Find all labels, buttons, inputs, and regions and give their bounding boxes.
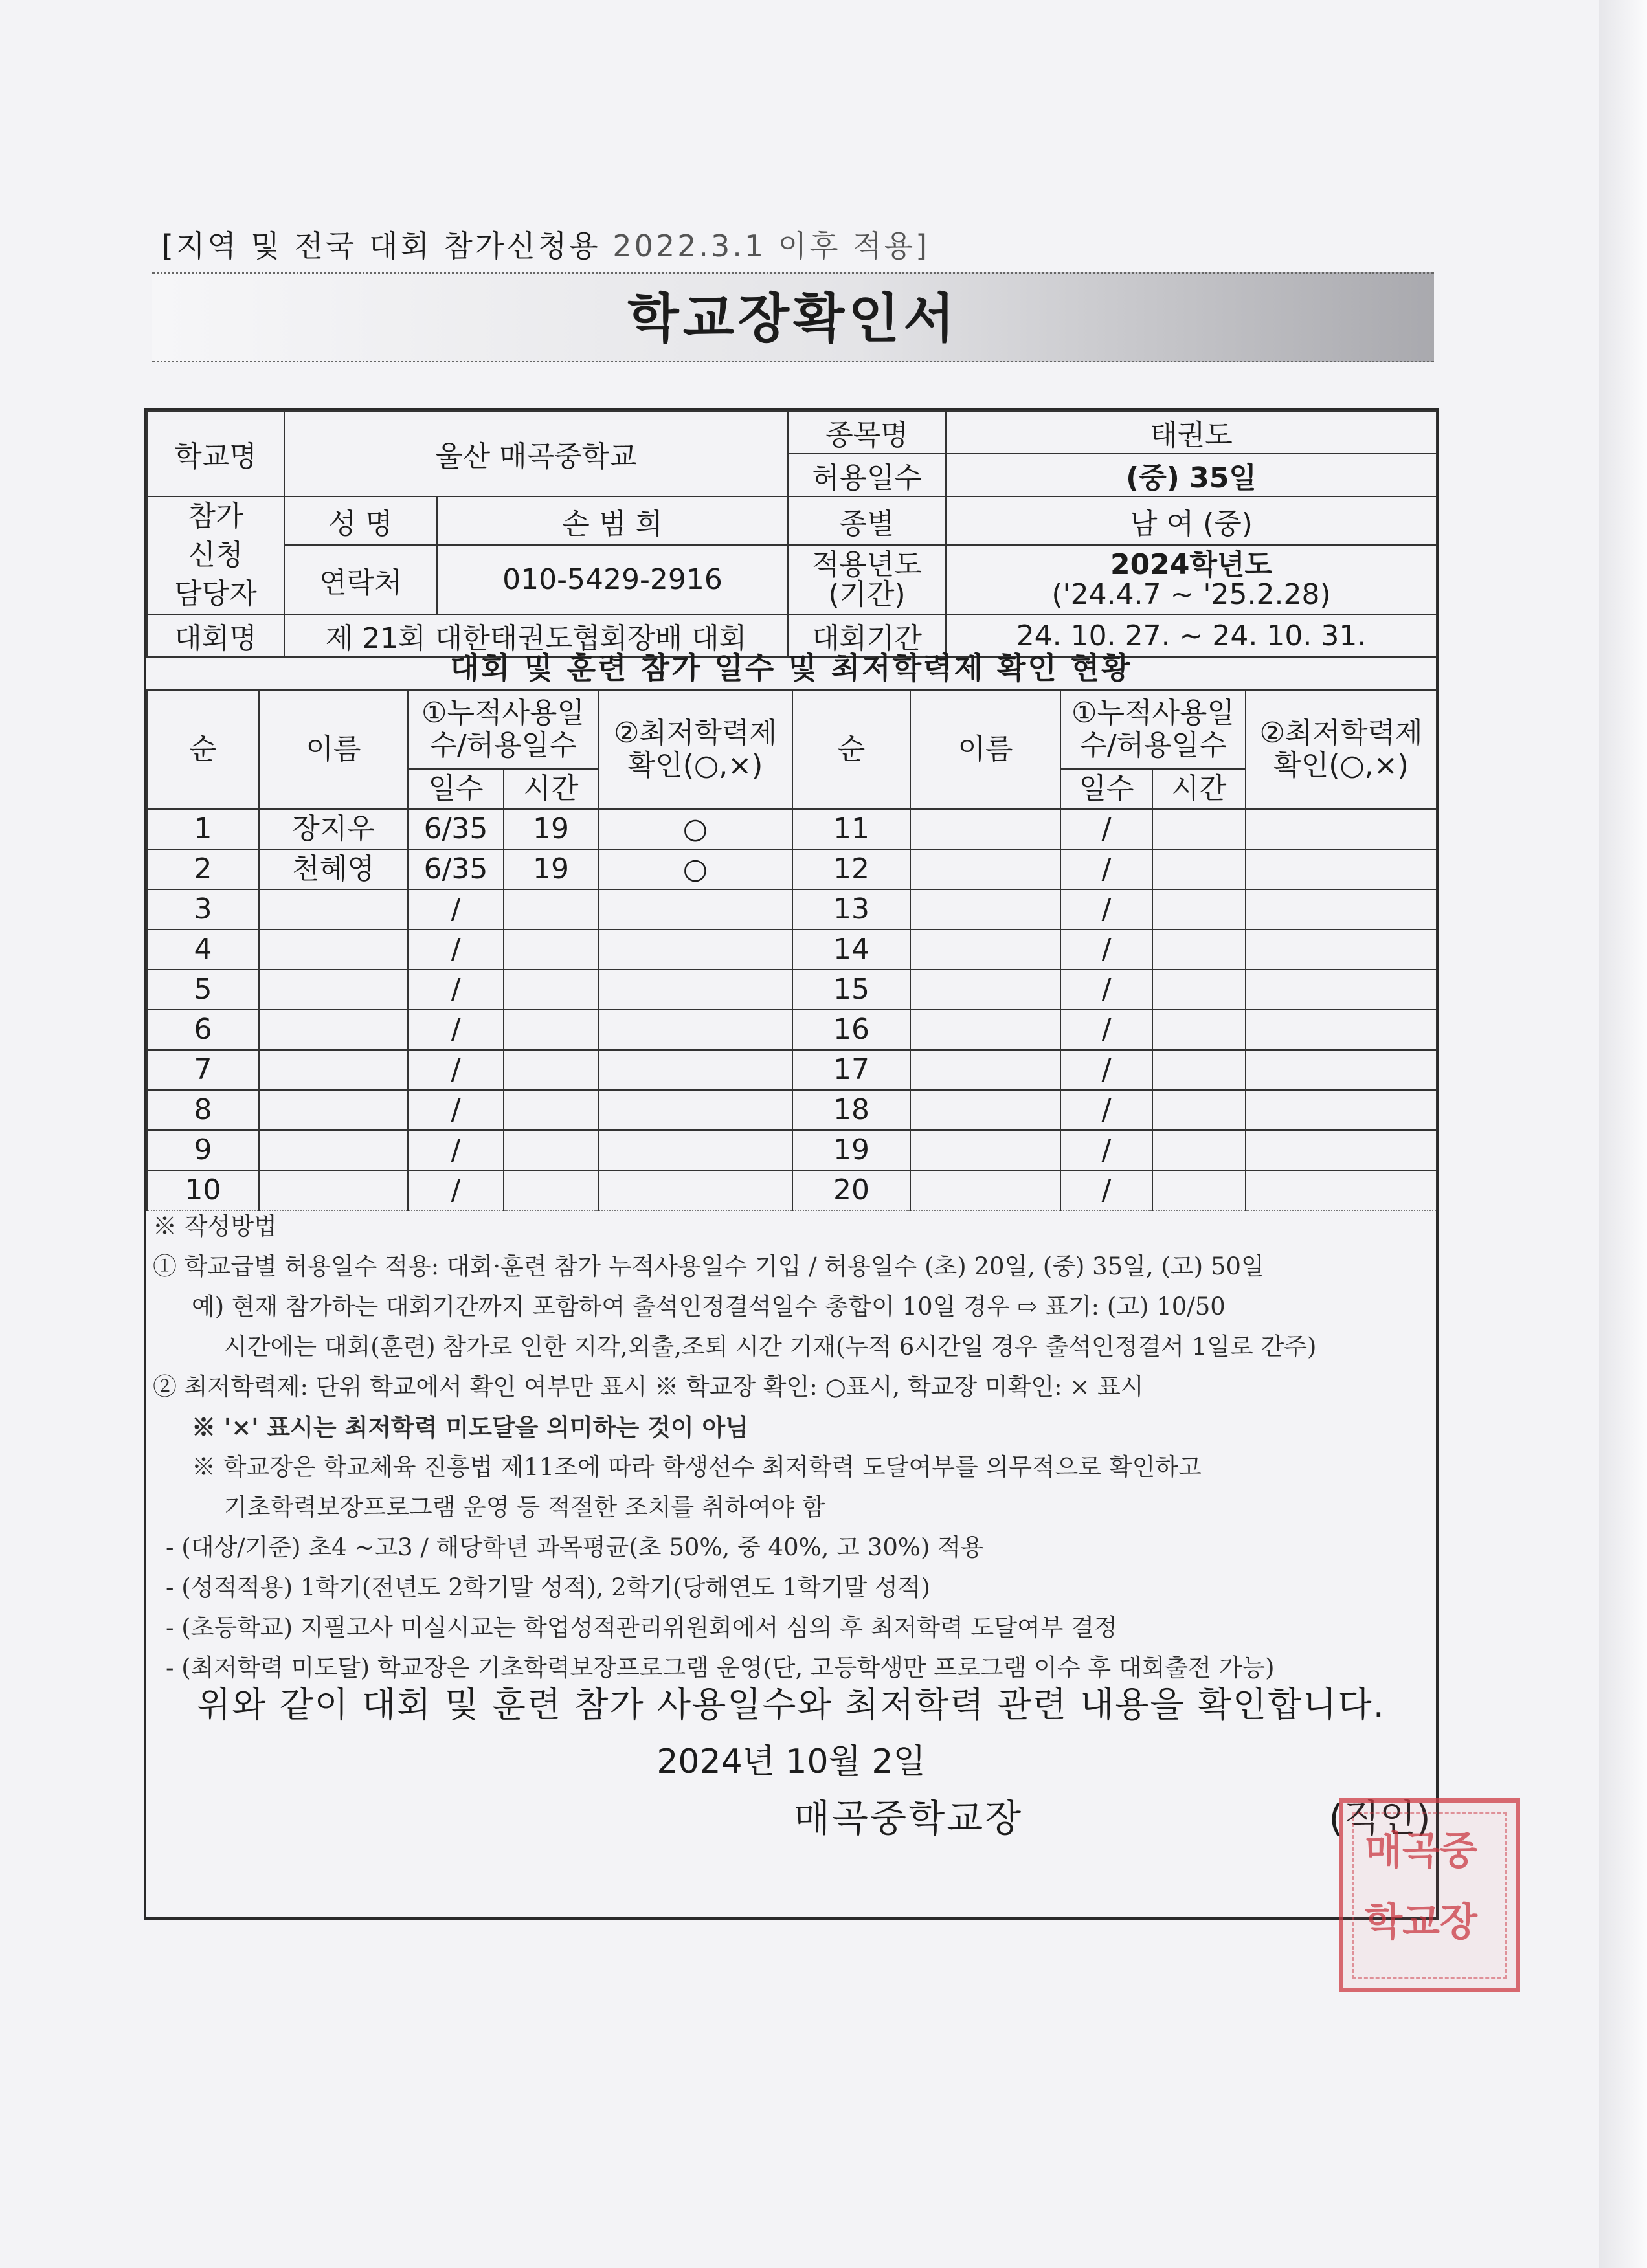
- name-value: 손 범 희: [437, 496, 788, 545]
- cell-days: /: [408, 889, 504, 929]
- cell-no: 1: [147, 809, 259, 849]
- cell-no: 2: [147, 849, 259, 889]
- cell-name: [910, 1090, 1060, 1130]
- cell-days: /: [408, 1010, 504, 1050]
- table-row: [147, 809, 1437, 849]
- cell-days: /: [1060, 970, 1152, 1010]
- instructions: [146, 1206, 1436, 1682]
- table-row: [147, 1170, 1437, 1210]
- cell-days: /: [1060, 1050, 1152, 1090]
- cell-days: /: [1060, 1010, 1152, 1050]
- table-row: [147, 849, 1437, 889]
- cell-check: [598, 1170, 792, 1210]
- title-band: [152, 272, 1434, 362]
- cell-no: 15: [792, 970, 910, 1010]
- header-min-academic-left: [598, 690, 792, 809]
- header-cumulative-right-1: ①누적사용일: [1071, 696, 1235, 729]
- cell-name: 장지우: [259, 809, 408, 849]
- cell-hours: [504, 929, 598, 970]
- header-no-right: 순: [792, 690, 910, 809]
- cell-days: /: [408, 929, 504, 970]
- cell-name: [910, 849, 1060, 889]
- year-label-1: 적용년도: [812, 548, 923, 581]
- cell-hours: [504, 889, 598, 929]
- cell-hours: [504, 1050, 598, 1090]
- header-name-right: 이름: [910, 690, 1060, 809]
- cell-check: [1246, 1010, 1437, 1050]
- seal-label: (직인): [1328, 1796, 1431, 1840]
- cell-no: 17: [792, 1050, 910, 1090]
- cell-name: [910, 929, 1060, 970]
- event-value: 태권도: [946, 411, 1437, 454]
- cell-hours: [1152, 849, 1246, 889]
- cell-days: /: [408, 1050, 504, 1090]
- cell-hours: [504, 1130, 598, 1170]
- competition-label: 대회명: [147, 614, 284, 657]
- header-note: [162, 223, 1003, 269]
- cell-check: [1246, 809, 1437, 849]
- header-hours-right: 시간: [1152, 769, 1246, 809]
- info-table: [146, 410, 1437, 658]
- cell-days: /: [1060, 849, 1152, 889]
- cell-check: [1246, 849, 1437, 889]
- cell-name: [910, 809, 1060, 849]
- note-2-a: ※ '×' 표시는 최저학력 미도달을 의미하는 것이 아님: [192, 1413, 748, 1441]
- cell-hours: 19: [504, 849, 598, 889]
- header-min-academic-right-1: ②최저학력제: [1259, 717, 1423, 750]
- header-name-left: 이름: [259, 690, 408, 809]
- header-min-academic-left-1: ②최저학력제: [614, 717, 777, 750]
- cell-days: /: [1060, 1170, 1152, 1210]
- cell-check: ○: [598, 809, 792, 849]
- confirmation-text: 위와 같이 대회 및 훈련 참가 사용일수와 최저학력 관련 내용을 확인합니다.: [197, 1684, 1385, 1725]
- cell-hours: [1152, 889, 1246, 929]
- note-2-c: 기초학력보장프로그램 운영 등 적절한 조치를 취하여야 함: [224, 1493, 825, 1521]
- year-period: ('24.4.7 ~ '25.2.28): [1051, 577, 1331, 611]
- cell-name: [259, 970, 408, 1010]
- cell-name: [259, 1010, 408, 1050]
- cell-check: [1246, 1050, 1437, 1090]
- cell-name: [910, 1170, 1060, 1210]
- sub-note-1: - (대상/기준) 초4 ~고3 / 해당학년 과목평균(초 50%, 중 40%, 고 30%) 적용: [166, 1533, 984, 1561]
- table-row: [147, 929, 1437, 970]
- principal-title: 매곡중학교장: [794, 1796, 1024, 1840]
- period-value: 24. 10. 27. ~ 24. 10. 31.: [946, 614, 1437, 657]
- note-2-b: ※ 학교장은 학교체육 진흥법 제11조에 따라 학생선수 최저학력 도달여부를 의무적으로 확인하고: [192, 1453, 1202, 1481]
- header-days-left: 일수: [408, 769, 504, 809]
- contact-value: 010-5429-2916: [437, 545, 788, 614]
- cell-hours: [1152, 1170, 1246, 1210]
- cell-check: [1246, 889, 1437, 929]
- header-days-right: 일수: [1060, 769, 1152, 809]
- cell-days: /: [408, 1090, 504, 1130]
- cell-no: 5: [147, 970, 259, 1010]
- year-label-2: (기간): [828, 577, 906, 611]
- year-value: 2024학년도: [1110, 548, 1272, 581]
- cell-hours: [504, 970, 598, 1010]
- year-value-cell: [946, 545, 1437, 614]
- cell-hours: [1152, 970, 1246, 1010]
- note-1-example: 예) 현재 참가하는 대회기간까지 포함하여 출석인정결석일수 총합이 10일 경우 ⇨ 표기: (고) 10/50: [192, 1293, 1226, 1320]
- cell-days: /: [1060, 809, 1152, 849]
- cell-name: 천혜영: [259, 849, 408, 889]
- cell-no: 11: [792, 809, 910, 849]
- table-row: [147, 1050, 1437, 1090]
- cell-days: /: [1060, 929, 1152, 970]
- cell-check: ○: [598, 849, 792, 889]
- cell-hours: [1152, 1130, 1246, 1170]
- applicant-label: 참가 신청 담당자: [147, 496, 284, 614]
- cell-check: [1246, 970, 1437, 1010]
- cell-days: /: [408, 1130, 504, 1170]
- paper-edge: [1599, 0, 1647, 2268]
- cell-days: /: [1060, 889, 1152, 929]
- cell-name: [259, 1130, 408, 1170]
- cell-no: 10: [147, 1170, 259, 1210]
- year-label: [788, 545, 946, 614]
- cell-days: /: [408, 1170, 504, 1210]
- allowed-days-label: 허용일수: [788, 454, 946, 496]
- header-no-left: 순: [147, 690, 259, 809]
- document-title: 학교장확인서: [627, 288, 959, 350]
- header-cumulative-right: [1060, 690, 1246, 769]
- cell-name: [259, 1050, 408, 1090]
- table-row: [147, 1090, 1437, 1130]
- table-row: [147, 1130, 1437, 1170]
- cell-check: [598, 1010, 792, 1050]
- note-1: ① 학교급별 허용일수 적용: 대회·훈련 참가 누적사용일수 기입 / 허용일수 (초) 20일, (중) 35일, (고) 50일: [153, 1252, 1264, 1280]
- official-seal-stamp: [1339, 1798, 1520, 1992]
- period-label: 대회기간: [788, 614, 946, 657]
- cell-no: 4: [147, 929, 259, 970]
- cell-no: 20: [792, 1170, 910, 1210]
- cell-days: /: [408, 970, 504, 1010]
- form-frame: [144, 408, 1439, 1920]
- cell-hours: [1152, 1090, 1246, 1130]
- cell-hours: 19: [504, 809, 598, 849]
- cell-check: [598, 889, 792, 929]
- category-label: 종별: [788, 496, 946, 545]
- header-min-academic-left-2: 확인(○,×): [627, 749, 763, 782]
- header-cumulative-left-2: 수/허용일수: [429, 729, 577, 762]
- cell-no: 14: [792, 929, 910, 970]
- section-title: 대회 및 훈련 참가 일수 및 최저학력제 확인 현황: [146, 647, 1436, 691]
- note-1-time: 시간에는 대회(훈련) 참가로 인한 지각,외출,조퇴 시간 기재(누적 6시간일 경우 출석인정결서 1일로 간주): [224, 1333, 1317, 1361]
- cell-days: /: [1060, 1090, 1152, 1130]
- cell-check: [1246, 1170, 1437, 1210]
- header-min-academic-right: [1246, 690, 1437, 809]
- cell-no: 8: [147, 1090, 259, 1130]
- competition-value: 제 21회 대한태권도협회장배 대회: [284, 614, 788, 657]
- cell-hours: [504, 1010, 598, 1050]
- cell-hours: [1152, 809, 1246, 849]
- attendance-table: [146, 689, 1437, 1211]
- cell-hours: [504, 1170, 598, 1210]
- name-label: 성 명: [284, 496, 437, 545]
- table-row: [147, 1010, 1437, 1050]
- cell-check: [598, 929, 792, 970]
- cell-name: [910, 1010, 1060, 1050]
- sub-note-2: - (성적적용) 1학기(전년도 2학기말 성적), 2학기(당해연도 1학기말 성적): [166, 1573, 930, 1601]
- cell-days: 6/35: [408, 809, 504, 849]
- contact-label: 연락처: [284, 545, 437, 614]
- cell-name: [259, 889, 408, 929]
- date: 2024년 10월 2일: [656, 1742, 926, 1781]
- cell-no: 7: [147, 1050, 259, 1090]
- cell-hours: [1152, 1010, 1246, 1050]
- table-row: [147, 970, 1437, 1010]
- cell-check: [1246, 1130, 1437, 1170]
- header-note-suffix: 2022.3.1 이후 적용]: [612, 228, 930, 263]
- cell-days: 6/35: [408, 849, 504, 889]
- cell-name: [259, 1090, 408, 1130]
- cell-check: [598, 970, 792, 1010]
- header-note-prefix: [지역 및 전국 대회 참가신청용: [162, 228, 601, 263]
- cell-name: [259, 1170, 408, 1210]
- header-cumulative-right-2: 수/허용일수: [1079, 729, 1227, 762]
- cell-check: [1246, 1090, 1437, 1130]
- table-row: [147, 889, 1437, 929]
- cell-no: 16: [792, 1010, 910, 1050]
- school-label: 학교명: [147, 411, 284, 496]
- notes-heading: ※ 작성방법: [153, 1212, 277, 1240]
- header-hours-left: 시간: [504, 769, 598, 809]
- note-2: ② 최저학력제: 단위 학교에서 확인 여부만 표시 ※ 학교장 확인: ○표시, 학교장 미확인: × 표시: [153, 1373, 1144, 1401]
- cell-name: [910, 1130, 1060, 1170]
- cell-check: [1246, 929, 1437, 970]
- cell-hours: [1152, 929, 1246, 970]
- cell-hours: [504, 1090, 598, 1130]
- cell-no: 12: [792, 849, 910, 889]
- cell-check: [598, 1090, 792, 1130]
- seal-text: 매곡중학교장: [1365, 1829, 1477, 1945]
- cell-no: 13: [792, 889, 910, 929]
- cell-name: [910, 889, 1060, 929]
- cell-no: 9: [147, 1130, 259, 1170]
- cell-name: [910, 1050, 1060, 1090]
- cell-no: 6: [147, 1010, 259, 1050]
- header-cumulative-left: [408, 690, 598, 769]
- cell-check: [598, 1130, 792, 1170]
- school-value: 울산 매곡중학교: [284, 411, 788, 496]
- sub-note-3: - (초등학교) 지필고사 미실시교는 학업성적관리위원회에서 심의 후 최저학력 도달여부 결정: [166, 1614, 1117, 1641]
- cell-no: 19: [792, 1130, 910, 1170]
- cell-check: [598, 1050, 792, 1090]
- cell-hours: [1152, 1050, 1246, 1090]
- event-label: 종목명: [788, 411, 946, 454]
- cell-days: /: [1060, 1130, 1152, 1170]
- header-cumulative-left-1: ①누적사용일: [421, 696, 585, 729]
- cell-name: [910, 970, 1060, 1010]
- allowed-days-value: (중) 35일: [946, 454, 1437, 496]
- sub-note-4: - (최저학력 미도달) 학교장은 기초학력보장프로그램 운영(단, 고등학생만 프로그램 이수 후 대회출전 가능): [166, 1654, 1275, 1682]
- cell-no: 3: [147, 889, 259, 929]
- header-min-academic-right-2: 확인(○,×): [1273, 749, 1409, 782]
- cell-name: [259, 929, 408, 970]
- category-value: 남 여 (중): [946, 496, 1437, 545]
- cell-no: 18: [792, 1090, 910, 1130]
